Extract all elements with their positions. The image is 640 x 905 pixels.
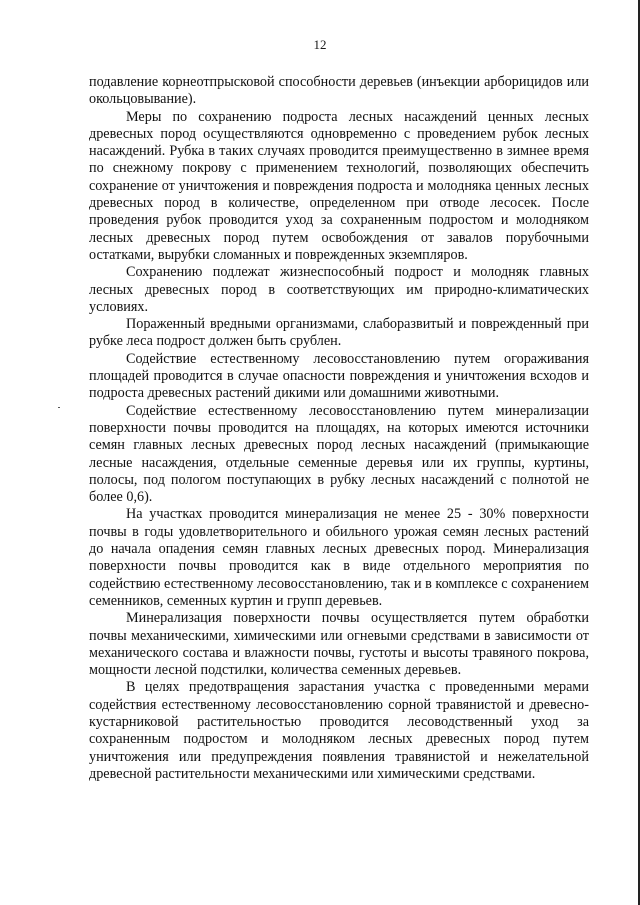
paragraph: На участках проводится минерализация не менее 25 - 30% поверхности почвы в годы удовлетворительного и обильного урожая семян лесных растений до начала опадения семян главных лесных древесных пород. Минерализация поверхности почвы проводится как в виде отдельного мероприятия по содействию естественному лесовосстановлению, так и в комплексе с сохранением семенников, семенных куртин и групп деревьев. <box>89 506 589 609</box>
page-number: 12 <box>313 37 327 52</box>
paragraph: Сохранению подлежат жизнеспособный подрост и молодняк главных лесных древесных пород в соответствующих им природно-климатических условиях. <box>89 264 589 315</box>
paragraph: Пораженный вредными организмами, слаборазвитый и поврежденный при рубке леса подрост должен быть срублен. <box>89 316 589 350</box>
scan-margin-mark <box>58 407 60 408</box>
document-body <box>89 74 589 783</box>
paragraph-continuation: подавление корнеотпрысковой способности деревьев (инъекции арборицидов или окольцовывание). <box>89 74 589 108</box>
paragraph: В целях предотвращения зарастания участка с проведенными мерами содействия естественному лесовосстановлению сорной травянистой и древесно-кустарниковой растительностью проводится лесоводственный уход за сохраненным подростом и молодняком лесных древесных пород путем уничтожения или предупреждения появления травянистой и нежелательной древесной растительности механическими или химическими средствами. <box>89 679 589 782</box>
paragraph: Меры по сохранению подроста лесных насаждений ценных лесных древесных пород осуществляются одновременно с проведением рубок лесных насаждений. Рубка в таких случаях проводится преимущественно в зимнее время по снежному покрову с применением технологий, позволяющих обеспечить сохранение от уничтожения и повреждения подроста и молодняка ценных лесных древесных пород в количестве, определенном при отводе лесосек. После проведения рубок проводится уход за сохраненным подростом и молодняком лесных древесных пород путем освобождения от завалов порубочными остатками, вырубки сломанных и поврежденных экземпляров. <box>89 108 589 263</box>
paragraph: Содействие естественному лесовосстановлению путем минерализации поверхности почвы проводится на площадях, на которых имеются источники семян главных лесных древесных пород лесных насаждений (примыкающие лесные насаждения, отдельные семенные деревья или их группы, куртины, полосы, под пологом поступающих в рубку лесных насаждений с полнотой не более 0,6). <box>89 402 589 506</box>
paragraph: Содействие естественному лесовосстановлению путем огораживания площадей проводится в случае опасности повреждения и уничтожения всходов и подроста древесных растений дикими или домашними животными. <box>89 350 589 402</box>
paragraph: Минерализация поверхности почвы осуществляется путем обработки почвы механическими, химическими или огневыми средствами в зависимости от механического состава и влажности почвы, густоты и высоты травяного покрова, мощности лесной подстилки, количества семенных деревьев. <box>89 610 589 679</box>
